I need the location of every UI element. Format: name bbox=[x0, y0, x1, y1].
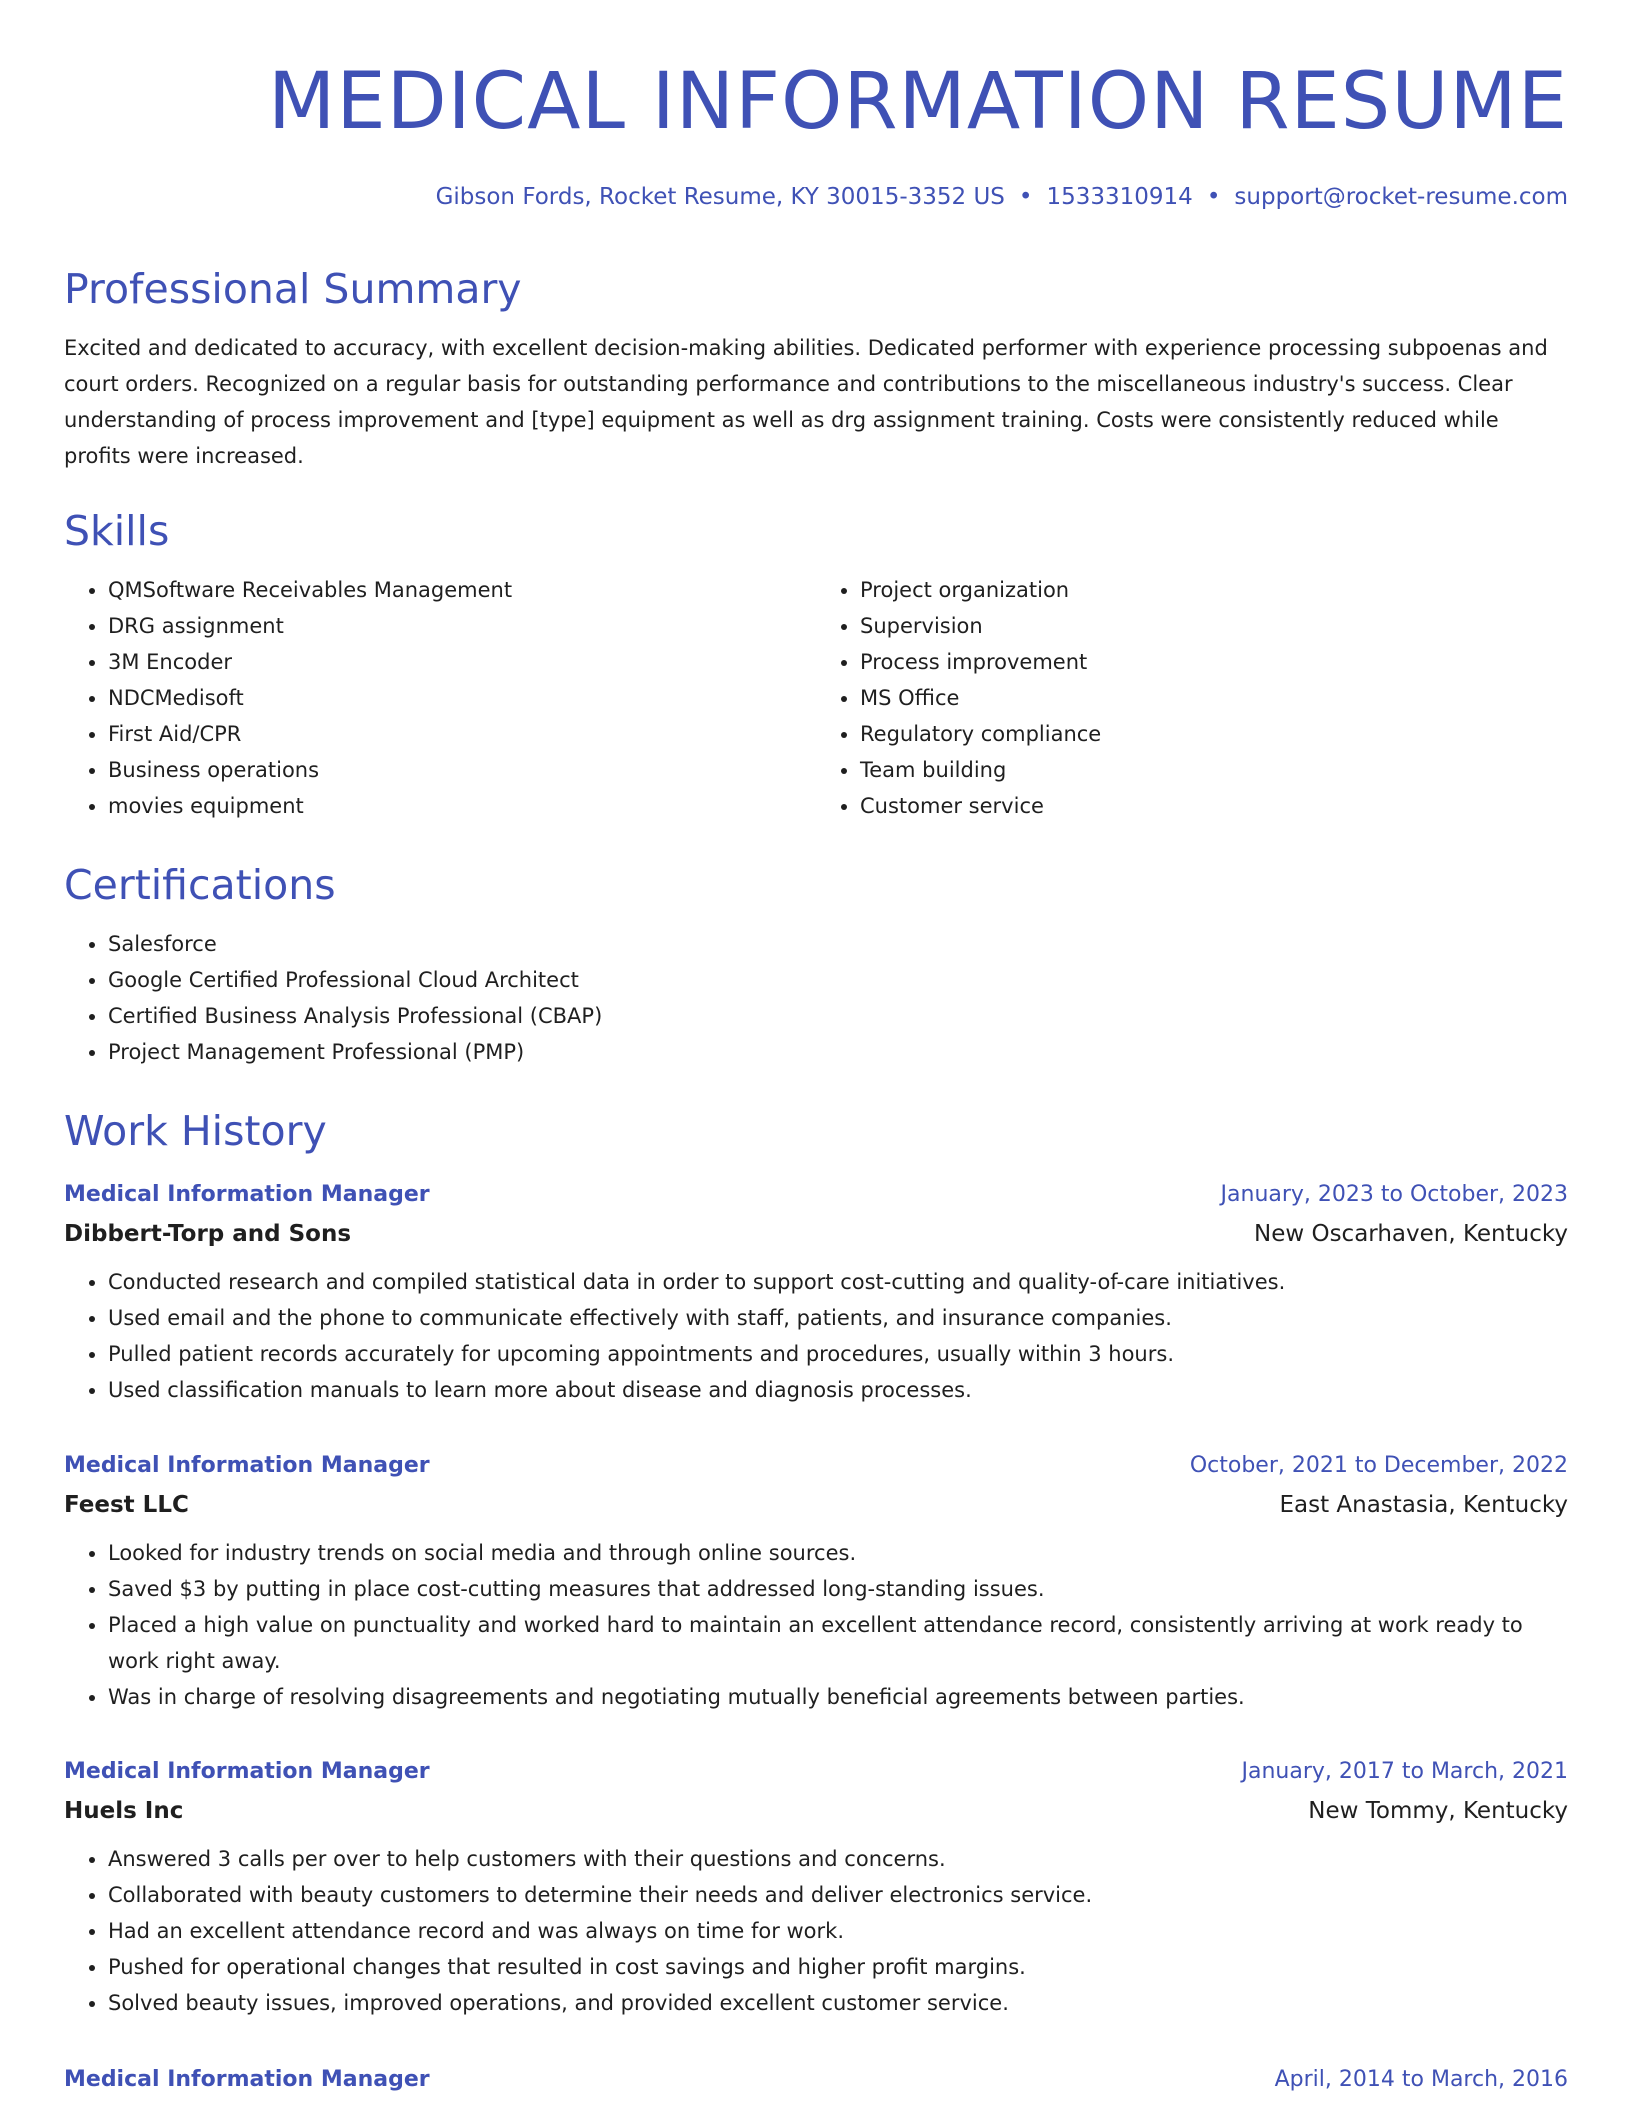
job-title: Medical Information Manager bbox=[64, 1759, 430, 1784]
summary-text: Excited and dedicated to accuracy, with excellent decision-making abilities. Dedicated performer with experience processing subpoenas and court orders. Recognized on a regular basis for outstanding performance and contributions to the miscellaneous industry's success. Clear understanding of process improvement and [type] equipment as well as drg assignment training. Costs were consistently reduced while profits were increased. bbox=[64, 336, 1548, 468]
job-entry bbox=[64, 1176, 1568, 1408]
job-subheader bbox=[64, 1214, 1568, 1254]
skills-section bbox=[64, 504, 1568, 824]
certification-item: • Certified Business Analysis Professional (CBAP) bbox=[108, 998, 1568, 1034]
job-bullet: • Looked for industry trends on social media and through online sources. bbox=[108, 1535, 1568, 1571]
skill-item: • 3M Encoder bbox=[108, 644, 816, 680]
job-location: New Oscarhaven, Kentucky bbox=[1253, 1221, 1568, 1247]
job-bullet: • Collaborated with beauty customers to determine their needs and deliver electronics service. bbox=[108, 1877, 1568, 1913]
job-bullets bbox=[64, 1535, 1568, 1715]
job-title: Medical Information Manager bbox=[64, 1182, 430, 1207]
skill-item: • Team building bbox=[860, 752, 1568, 788]
job-dates: October, 2021 to December, 2022 bbox=[1189, 1453, 1568, 1478]
job-bullet: • Was in charge of resolving disagreements and negotiating mutually beneficial agreements between parties. bbox=[108, 1679, 1568, 1715]
job-company: Huels Inc bbox=[64, 1798, 184, 1824]
skills-heading: Skills bbox=[64, 507, 170, 555]
contact-email[interactable]: support@rocket-resume.com bbox=[1234, 184, 1568, 210]
skill-item: • QMSoftware Receivables Management bbox=[108, 572, 816, 608]
skills-columns bbox=[64, 572, 1568, 824]
certifications-heading: Certifications bbox=[64, 861, 336, 909]
contact-separator: • bbox=[1018, 184, 1033, 210]
job-subheader bbox=[64, 1791, 1568, 1831]
job-title: Medical Information Manager bbox=[64, 2067, 430, 2092]
work-history-section bbox=[64, 1104, 1568, 1158]
work-history-heading: Work History bbox=[64, 1107, 327, 1155]
skills-list-left bbox=[64, 572, 816, 824]
contact-line bbox=[436, 180, 1568, 214]
certifications-list bbox=[64, 926, 1568, 1070]
job-location: New Tommy, Kentucky bbox=[1308, 1798, 1568, 1824]
skill-item: • Customer service bbox=[860, 788, 1568, 824]
job-header bbox=[64, 1753, 1568, 1791]
job-company: Feest LLC bbox=[64, 1492, 189, 1518]
job-bullets bbox=[64, 1264, 1568, 1408]
job-title: Medical Information Manager bbox=[64, 1453, 430, 1478]
skill-item: • Business operations bbox=[108, 752, 816, 788]
skill-item: • First Aid/CPR bbox=[108, 716, 816, 752]
skill-item: • MS Office bbox=[860, 680, 1568, 716]
job-dates: January, 2023 to October, 2023 bbox=[1220, 1182, 1568, 1207]
certification-item: • Google Certified Professional Cloud Architect bbox=[108, 962, 1568, 998]
job-entry bbox=[64, 1447, 1568, 1715]
job-header bbox=[64, 1447, 1568, 1485]
certification-item: • Project Management Professional (PMP) bbox=[108, 1034, 1568, 1070]
skill-item: • NDCMedisoft bbox=[108, 680, 816, 716]
job-header bbox=[64, 1176, 1568, 1214]
skills-list-right bbox=[816, 572, 1568, 824]
job-bullet: • Saved $3 by putting in place cost-cutting measures that addressed long-standing issues. bbox=[108, 1571, 1568, 1607]
skill-item: • Supervision bbox=[860, 608, 1568, 644]
job-bullet: • Answered 3 calls per over to help customers with their questions and concerns. bbox=[108, 1841, 1568, 1877]
job-dates: January, 2017 to March, 2021 bbox=[1241, 1759, 1568, 1784]
job-location: East Anastasia, Kentucky bbox=[1279, 1492, 1568, 1518]
skill-item: • Process improvement bbox=[860, 644, 1568, 680]
certification-item: • Salesforce bbox=[108, 926, 1568, 962]
contact-address: Gibson Fords, Rocket Resume, KY 30015-3352 US bbox=[435, 184, 1005, 210]
summary-section bbox=[64, 262, 1568, 474]
job-bullet: • Placed a high value on punctuality and worked hard to maintain an excellent attendance record, consistently arriving at work ready to work right away. bbox=[108, 1607, 1568, 1679]
resume-title: MEDICAL INFORMATION RESUME bbox=[268, 57, 1568, 147]
job-subheader bbox=[64, 1485, 1568, 1525]
job-company: Dibbert-Torp and Sons bbox=[64, 1221, 352, 1247]
skill-item: • DRG assignment bbox=[108, 608, 816, 644]
job-dates: April, 2014 to March, 2016 bbox=[1274, 2067, 1568, 2092]
certifications-section bbox=[64, 858, 1568, 1070]
job-entry bbox=[64, 1753, 1568, 2021]
skill-item: • movies equipment bbox=[108, 788, 816, 824]
job-entry bbox=[64, 2061, 1568, 2099]
skill-item: • Project organization bbox=[860, 572, 1568, 608]
job-bullet: • Had an excellent attendance record and was always on time for work. bbox=[108, 1913, 1568, 1949]
summary-heading: Professional Summary bbox=[64, 265, 522, 313]
job-bullet: • Conducted research and compiled statistical data in order to support cost-cutting and quality-of-care initiatives. bbox=[108, 1264, 1568, 1300]
job-bullets bbox=[64, 1841, 1568, 2021]
job-bullet: • Used email and the phone to communicate effectively with staff, patients, and insurance companies. bbox=[108, 1300, 1568, 1336]
job-bullet: • Pulled patient records accurately for upcoming appointments and procedures, usually within 3 hours. bbox=[108, 1336, 1568, 1372]
job-bullet: • Solved beauty issues, improved operations, and provided excellent customer service. bbox=[108, 1985, 1568, 2021]
job-bullet: • Pushed for operational changes that resulted in cost savings and higher profit margins. bbox=[108, 1949, 1568, 1985]
job-bullet: • Used classification manuals to learn more about disease and diagnosis processes. bbox=[108, 1372, 1568, 1408]
skill-item: • Regulatory compliance bbox=[860, 716, 1568, 752]
job-header bbox=[64, 2061, 1568, 2099]
contact-separator: • bbox=[1206, 184, 1221, 210]
contact-phone: 1533310914 bbox=[1046, 184, 1193, 210]
